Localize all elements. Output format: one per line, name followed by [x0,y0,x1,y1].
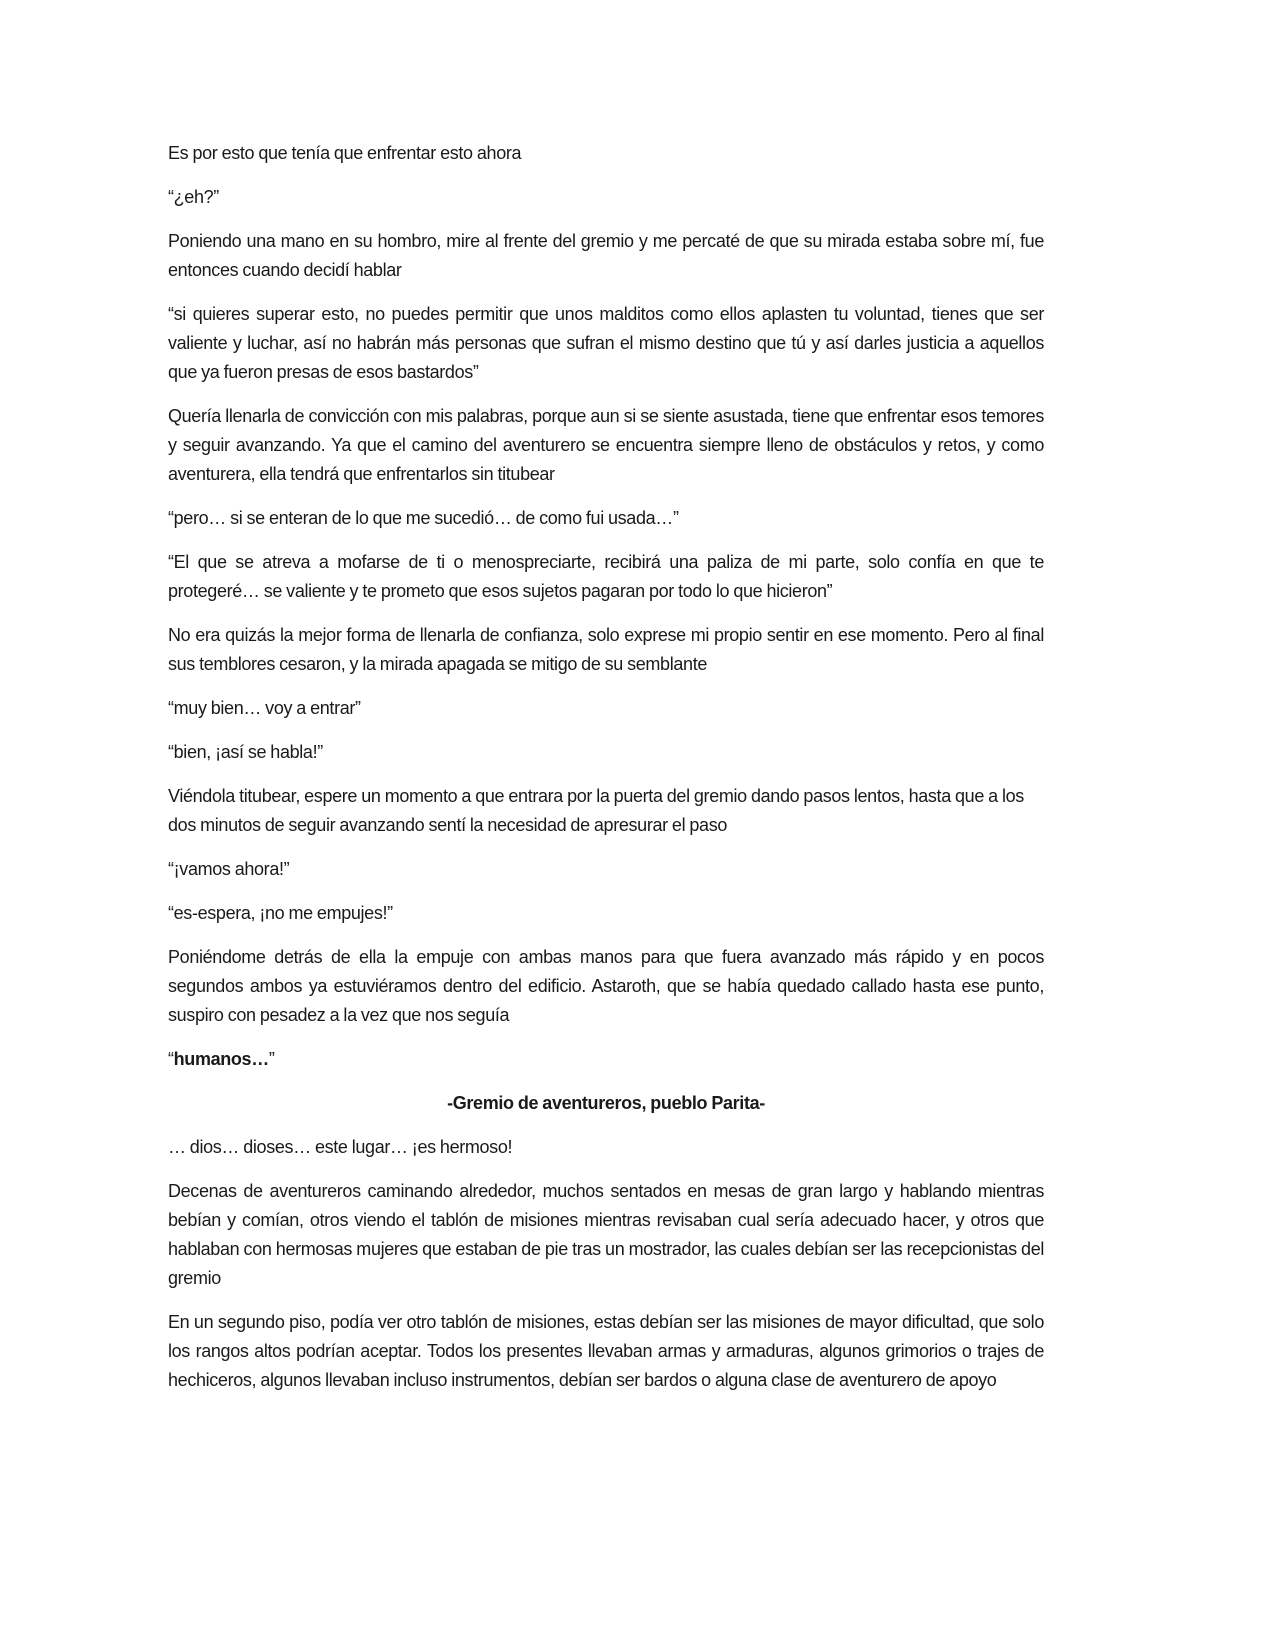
paragraph: En un segundo piso, podía ver otro tablón de misiones, estas debían ser las misiones de mayor dificultad, que solo los rangos altos podrían aceptar. Todos los presentes llevaban armas y armaduras, algunos grimorios o trajes de hechiceros, algunos llevaban incluso instrumentos, debían ser bardos o alguna clase de aventurero de apoyo [168,1312,1044,1390]
document-page [168,139,1044,1410]
dialogue: “muy bien… voy a entrar” [168,698,361,718]
paragraph: Poniéndome detrás de ella la empuje con ambas manos para que fuera avanzado más rápido y en pocos segundos ambos ya estuviéramos dentro del edificio. Astaroth, que se había quedado callado hasta ese punto, suspiro con pesadez a la vez que nos seguía [168,947,1044,1025]
dialogue: “¡vamos ahora!” [168,859,290,879]
dialogue: “es-espera, ¡no me empujes!” [168,903,393,923]
section-heading: -Gremio de aventureros, pueblo Parita- [447,1093,765,1113]
paragraph: Viéndola titubear, espere un momento a que entrara por la puerta del gremio dando pasos lentos, hasta que a los dos minutos de seguir avanzando sentí la necesidad de apresurar el paso [168,786,1024,835]
dialogue: “si quieres superar esto, no puedes permitir que unos malditos como ellos aplasten tu voluntad, tienes que ser valiente y luchar, así no habrán más personas que sufran el mismo destino que tú y así darles justicia a aquellos que ya fueron presas de esos bastardos” [168,304,1044,382]
paragraph: No era quizás la mejor forma de llenarla de confianza, solo exprese mi propio sentir en ese momento. Pero al final sus temblores cesaron, y la mirada apagada se mitigo de su semblante [168,625,1044,674]
dialogue: “¿eh?” [168,187,219,207]
dialogue: “pero… si se enteran de lo que me sucedió… de como fui usada…” [168,508,679,528]
paragraph: Quería llenarla de convicción con mis palabras, porque aun si se siente asustada, tiene que enfrentar esos temores y seguir avanzando. Ya que el camino del aventurero se encuentra siempre lleno de obstáculos y retos, y como aventurera, ella tendrá que enfrentarlos sin titubear [168,406,1044,484]
dialogue: “El que se atreva a mofarse de ti o menospreciarte, recibirá una paliza de mi parte, solo confía en que te protegeré… se valiente y te prometo que esos sujetos pagaran por todo lo que hicieron” [168,552,1044,601]
quote-open: “ [168,1049,174,1069]
paragraph: Es por esto que tenía que enfrentar esto ahora [168,143,522,163]
bold-text: humanos… [173,1049,269,1069]
paragraph: Poniendo una mano en su hombro, mire al frente del gremio y me percaté de que su mirada estaba sobre mí, fue entonces cuando decidí hablar [168,231,1044,280]
bold-dialogue [168,1045,1044,1074]
quote-close: ” [268,1049,275,1069]
dialogue: “bien, ¡así se habla!” [168,742,323,762]
paragraph: … dios… dioses… este lugar… ¡es hermoso! [168,1137,513,1157]
paragraph: Decenas de aventureros caminando alrededor, muchos sentados en mesas de gran largo y hablando mientras bebían y comían, otros viendo el tablón de misiones mientras revisaban cual sería adecuado hacer, y otros que hablaban con hermosas mujeres que estaban de pie tras un mostrador, las cuales debían ser las recepcionistas del gremio [168,1181,1044,1288]
